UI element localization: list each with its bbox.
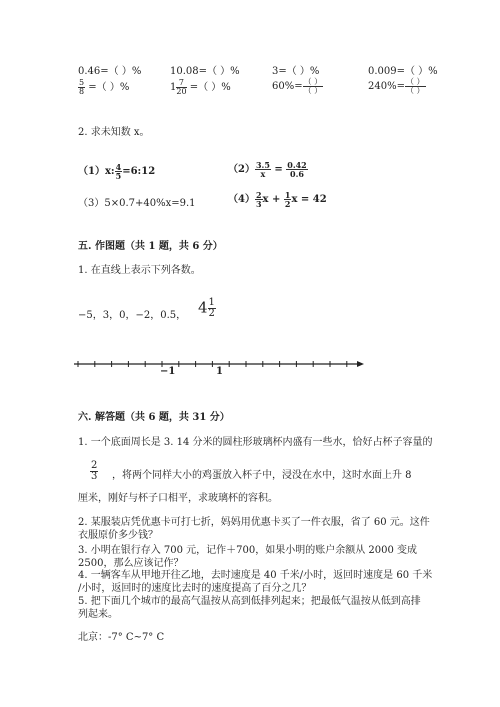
sec6-q4-line1: 4. 一辆客车从甲地开往乙地，去时速度是 40 千米/小时，返回时速度是 60 千米 (78, 570, 433, 581)
sec6-q2-line2: 衣服原价多少钱？ (78, 530, 158, 541)
sec5-q1: 1. 在直线上表示下列各数。 (78, 265, 201, 276)
eq-1: （1）x: $\frac{4}{5}$ =6:12 (78, 162, 156, 181)
sec6-q1-line3: 厘米，刚好与杯子口相平，求玻璃杯的容积。 (78, 493, 278, 504)
conv-4: 0.009=（ ）% (368, 66, 438, 77)
eq-3: （3）5×0.7+40%x=9.1 (78, 198, 196, 209)
sec6-q3-line2: 2500，那么应该记作？ (78, 558, 184, 569)
section-6-heading: 六. 解答题（共 6 题，共 31 分） (78, 412, 230, 423)
conv-3: 3=（ ）% (272, 66, 320, 77)
conv-7: 60%= $\frac{( )}{( )}$ (272, 77, 323, 95)
conv-5: $\frac{5}{8}$ =（ ）% (79, 78, 130, 96)
eq-2: （2） $\frac{3.5}{x}$ = $\frac{0.42}{0.6}$ (228, 160, 307, 179)
conv-1: 0.46=（ ）% (78, 66, 142, 77)
tick-label-neg-1: −1 (160, 366, 176, 377)
sec6-q2-line1: 2. 某服装店凭优惠卡可打七折，妈妈用优惠卡买了一件衣服，省了 60 元。这件 (78, 517, 430, 528)
sec6-q1-line2: ，将两个同样大小的鸡蛋放入杯子中，浸没在水中，这时水面上升 8 (112, 470, 412, 481)
sec6-q5-line1: 5. 把下面几个城市的最高气温按从高到低排列起来；把最低气温按从低到高排 (78, 596, 421, 607)
sec6-q1-line1: 1. 一个底面周长是 3. 14 分米的圆柱形玻璃杯内盛有一些水，恰好占杯子容量的 (78, 437, 433, 448)
conv-2: 10.08=（ ）% (170, 66, 240, 77)
sec6-q3-line1: 3. 小明在银行存入 700 元，记作＋700，如果小明的账户余额从 2000 变成 (78, 545, 418, 556)
city-temperature: 北京：-7° C~7° C (78, 632, 165, 643)
numbers-list: −5，3，0，−2，0.5， (78, 310, 187, 321)
sec6-q1-fraction: $\frac{2}{3}$ (91, 460, 98, 482)
q2-title: 2. 求未知数 x。 (78, 127, 150, 138)
conv-6: 1 $\frac{7}{20}$ =（ ）% (170, 78, 231, 96)
sec6-q5-line2: 列起来。 (78, 609, 118, 620)
mixed-number: 4 $\frac{1}{2}$ (198, 297, 215, 319)
tick-label-1: 1 (216, 366, 223, 377)
section-5-heading: 五. 作图题（共 1 题，共 6 分） (78, 241, 223, 252)
conv-8: 240%= $\frac{( )}{( )}$ (368, 77, 425, 95)
sec6-q4-line2: /小时，返回时的速度比去时的速度提高了百分之几？ (78, 583, 312, 594)
eq-4: （4） $\frac{2}{3}$ x + $\frac{1}{2}$ x = 42 (228, 190, 327, 209)
